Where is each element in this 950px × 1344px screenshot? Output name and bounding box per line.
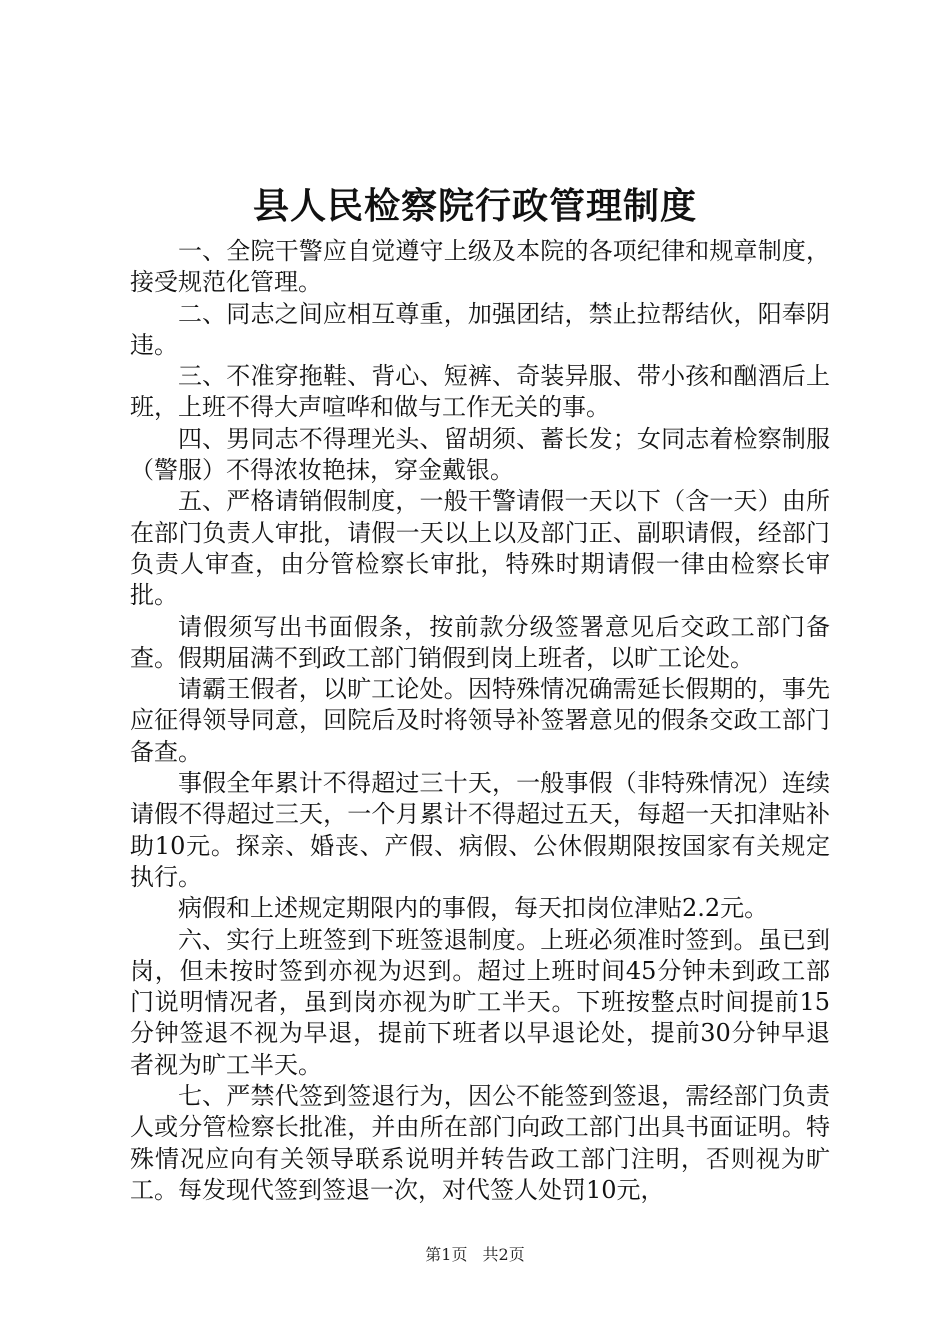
paragraph-1: 一、全院干警应自觉遵守上级及本院的各项纪律和规章制度，接受规范化管理。 bbox=[130, 237, 830, 297]
page-total: 共2页 bbox=[482, 1245, 525, 1264]
paragraph-5: 五、严格请销假制度，一般干警请假一天以下（含一天）由所在部门负责人审批，请假一天以上以及部门正、副职请假，经部门负责人审查，由分管检察长审批，特殊时期请假一律由检察长审批。 bbox=[130, 487, 830, 610]
paragraph-9: 病假和上述规定期限内的事假，每天扣岗位津贴2.2元。 bbox=[178, 894, 769, 923]
page-number: 第1页 bbox=[425, 1245, 468, 1264]
document-title: 县人民检察院行政管理制度 bbox=[252, 185, 697, 227]
paragraph-8: 事假全年累计不得超过三十天，一般事假（非特殊情况）连续请假不得超过三天，一个月累计不得超过五天，每超一天扣津贴补助10元。探亲、婚丧、产假、病假、公休假期限按国家有关规定执行。 bbox=[130, 769, 830, 891]
paragraph-6: 请假须写出书面假条，按前款分级签署意见后交政工部门备查。假期届满不到政工部门销假到岗上班者，以旷工论处。 bbox=[130, 612, 830, 672]
paragraph-7: 请霸王假者，以旷工论处。因特殊情况确需延长假期的，事先应征得领导同意，回院后及时将领导补签署意见的假条交政工部门备查。 bbox=[130, 675, 830, 766]
paragraph-11: 七、严禁代签到签退行为，因公不能签到签退，需经部门负责人或分管检察长批准，并由所在部门向政工部门出具书面证明。特殊情况应向有关领导联系说明并转告政工部门注明，否则视为旷工。每发现代签到签退一次，对代签人处罚10元， bbox=[130, 1082, 830, 1204]
page-footer bbox=[0, 1244, 950, 1266]
paragraph-4: 四、男同志不得理光头、留胡须、蓄长发；女同志着检察制服（警服）不得浓妆艳抹，穿金戴银。 bbox=[130, 424, 830, 485]
paragraph-2: 二、同志之间应相互尊重，加强团结，禁止拉帮结伙，阳奉阴违。 bbox=[130, 299, 830, 359]
document-body bbox=[130, 236, 830, 1206]
paragraph-3: 三、不准穿拖鞋、背心、短裤、奇装异服、带小孩和酗酒后上班，上班不得大声喧哗和做与工作无关的事。 bbox=[130, 362, 830, 422]
paragraph-10: 六、实行上班签到下班签退制度。上班必须准时签到。虽已到岗，但未按时签到亦视为迟到。超过上班时间45分钟未到政工部门说明情况者，虽到岗亦视为旷工半天。下班按整点时间提前15分钟签退不视为早退，提前下班者以早退论处，提前30分钟早退者视为旷工半天。 bbox=[130, 925, 830, 1079]
